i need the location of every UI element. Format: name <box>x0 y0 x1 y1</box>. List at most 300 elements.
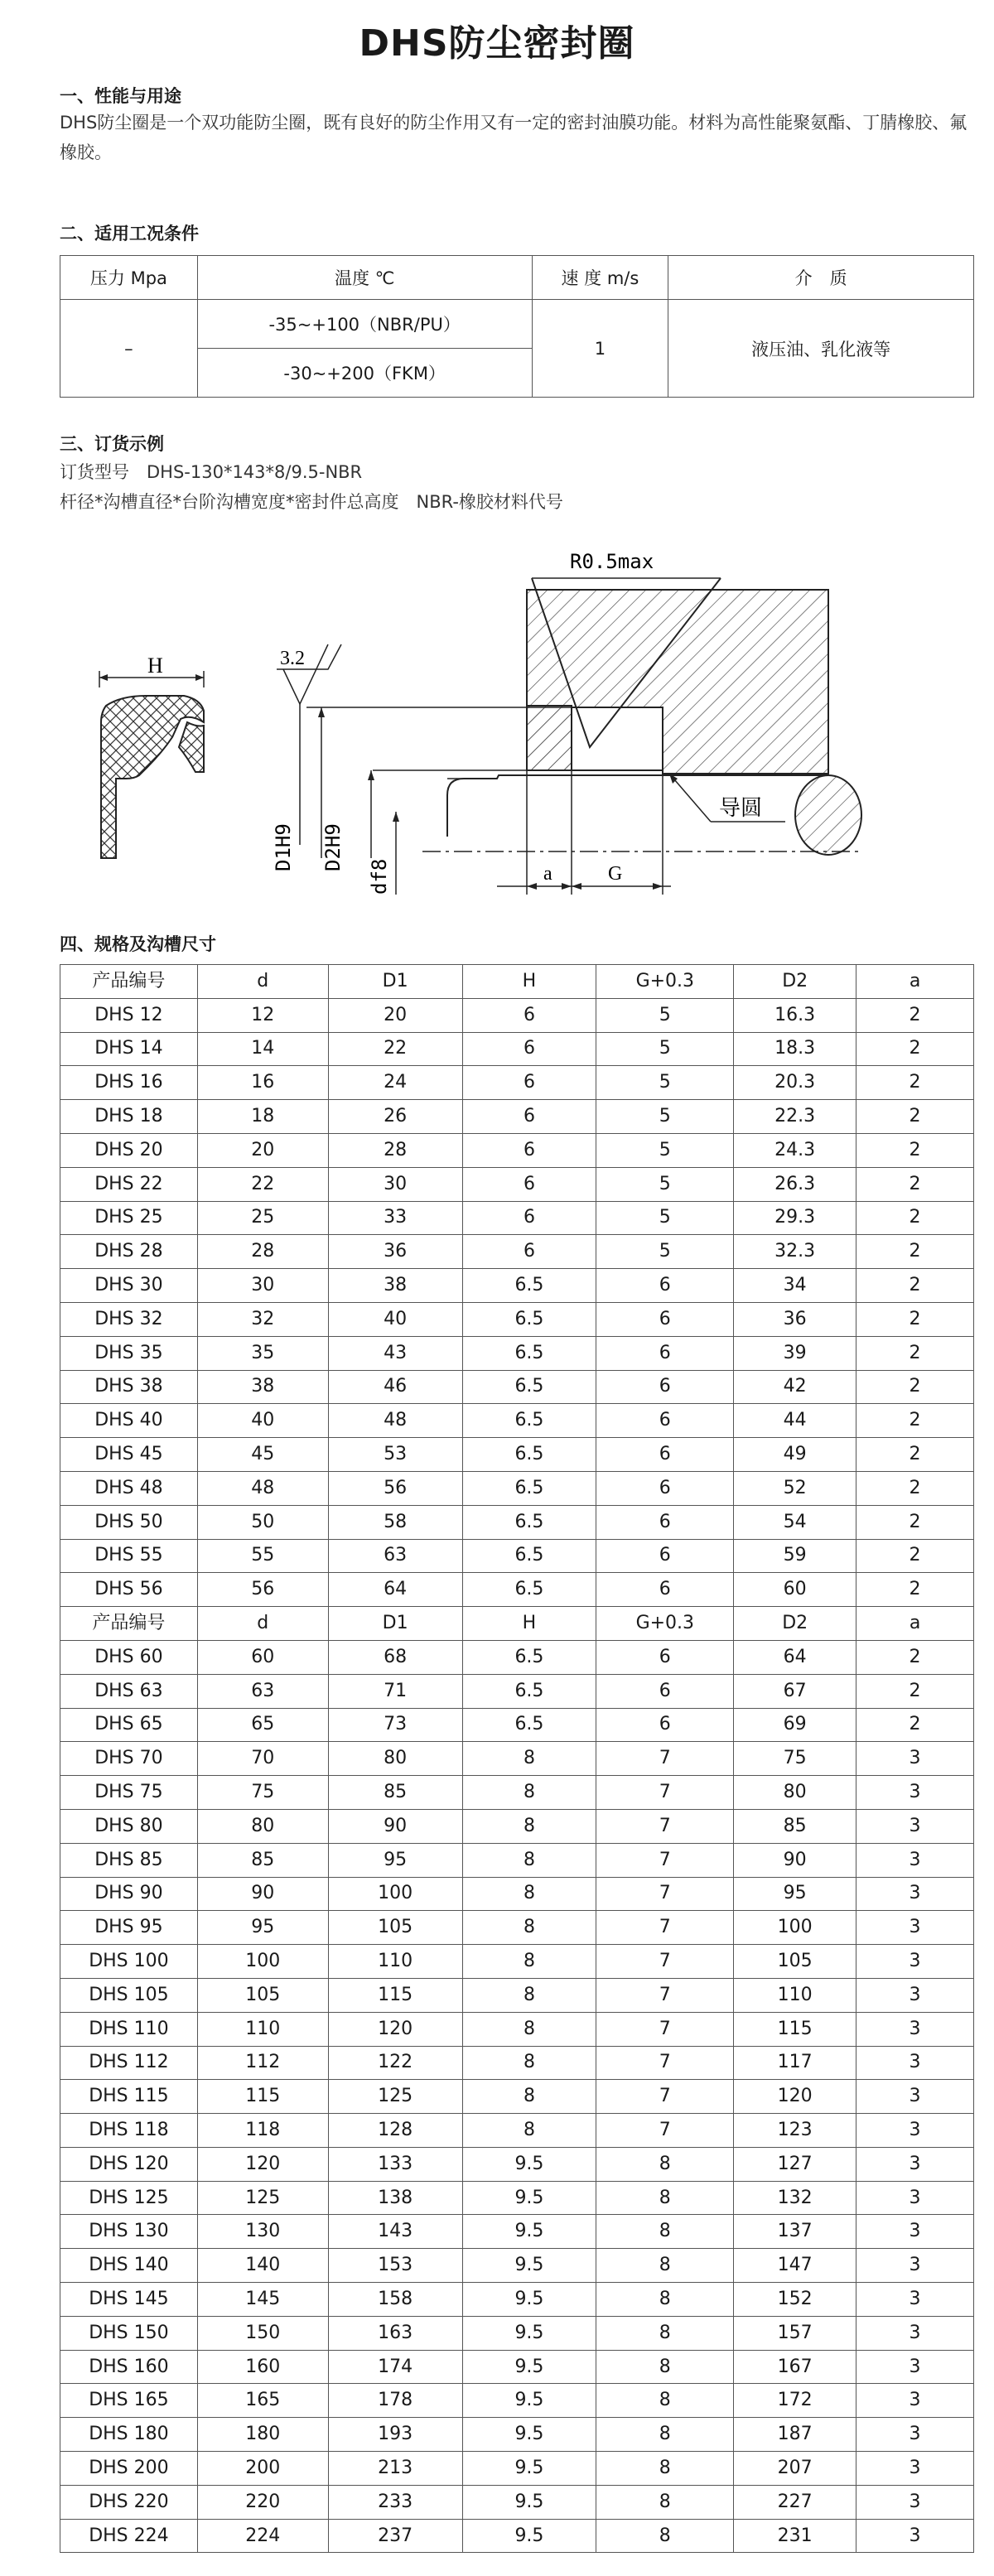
table-row <box>60 998 974 1032</box>
g-cell: 5 <box>596 1235 734 1269</box>
d-cell: 180 <box>197 2418 328 2452</box>
a-cell: 3 <box>856 2249 974 2283</box>
d1-cell: 71 <box>328 1674 462 1708</box>
d2-cell: 20.3 <box>734 1066 856 1100</box>
d-cell: 95 <box>197 1911 328 1945</box>
d2-cell: 67 <box>734 1674 856 1708</box>
label-r-max: R0.5max <box>570 550 654 573</box>
product-code-cell: DHS 55 <box>60 1539 198 1573</box>
d2-cell: 85 <box>734 1809 856 1843</box>
h-cell: 9.5 <box>462 2485 596 2519</box>
g-cell: 8 <box>596 2316 734 2350</box>
d-cell: 112 <box>197 2046 328 2080</box>
d2-cell: 69 <box>734 1708 856 1742</box>
product-code-cell: DHS 50 <box>60 1505 198 1539</box>
d-cell: 12 <box>197 998 328 1032</box>
table-row <box>60 1370 974 1404</box>
a-cell: 2 <box>856 1100 974 1134</box>
product-code-cell: DHS 75 <box>60 1776 198 1810</box>
product-code-cell: DHS 110 <box>60 2012 198 2046</box>
d1-cell: 36 <box>328 1235 462 1269</box>
h-cell: 9.5 <box>462 2147 596 2181</box>
section-heading-order-example: 三、订货示例 <box>60 434 164 454</box>
table-row <box>60 1539 974 1573</box>
h-cell: 6.5 <box>462 1539 596 1573</box>
d2-cell: 22.3 <box>734 1100 856 1134</box>
h-cell: 9.5 <box>462 2418 596 2452</box>
spec-table-body <box>60 965 974 2553</box>
table-row <box>60 2418 974 2452</box>
a-cell: 3 <box>856 1978 974 2012</box>
product-code-cell: DHS 56 <box>60 1573 198 1607</box>
table-row <box>60 1911 974 1945</box>
product-code-cell: DHS 60 <box>60 1640 198 1674</box>
h-cell: 6.5 <box>462 1336 596 1370</box>
seal-cross-section <box>99 654 204 858</box>
table-row <box>60 1843 974 1877</box>
d1-cell: 48 <box>328 1404 462 1438</box>
d-cell: 35 <box>197 1336 328 1370</box>
order-model-explanation: 杆径*沟槽直径*台阶沟槽宽度*密封件总高度 NBR-橡胶材料代号 <box>60 492 563 512</box>
table-row <box>60 2147 974 2181</box>
table-row <box>60 1471 974 1505</box>
d2-cell: 75 <box>734 1742 856 1776</box>
section-heading-performance: 一、性能与用途 <box>60 86 181 106</box>
table-row <box>60 1167 974 1201</box>
d-cell: 55 <box>197 1539 328 1573</box>
d2-cell: 39 <box>734 1336 856 1370</box>
d-cell: 65 <box>197 1708 328 1742</box>
a-cell: 2 <box>856 1505 974 1539</box>
d1-cell: 33 <box>328 1201 462 1235</box>
conditions-header-row <box>60 256 974 300</box>
product-code-cell: DHS 63 <box>60 1674 198 1708</box>
product-code-cell: DHS 95 <box>60 1911 198 1945</box>
h-cell: 9.5 <box>462 2350 596 2384</box>
d2-cell: 16.3 <box>734 998 856 1032</box>
d-cell: 45 <box>197 1438 328 1472</box>
d2-cell: 227 <box>734 2485 856 2519</box>
d1-cell: 26 <box>328 1100 462 1134</box>
a-cell: 2 <box>856 1370 974 1404</box>
d1-cell: 63 <box>328 1539 462 1573</box>
product-code-cell: DHS 118 <box>60 2114 198 2148</box>
d2-cell: 152 <box>734 2283 856 2317</box>
table-row <box>60 1978 974 2012</box>
d2-cell: 29.3 <box>734 1201 856 1235</box>
d2-cell: 123 <box>734 2114 856 2148</box>
product-code-cell: DHS 120 <box>60 2147 198 2181</box>
product-code-cell: DHS 90 <box>60 1877 198 1911</box>
guide-chamfer-callout <box>669 774 785 822</box>
table-row <box>60 1032 974 1066</box>
a-cell: 3 <box>856 1911 974 1945</box>
header-medium: 介 质 <box>668 256 974 300</box>
g-cell: 8 <box>596 2350 734 2384</box>
header-g: G+0.3 <box>596 965 734 999</box>
table-row <box>60 1235 974 1269</box>
d-cell: 28 <box>197 1235 328 1269</box>
d2-cell: 137 <box>734 2215 856 2249</box>
g-cell: 7 <box>596 1945 734 1979</box>
d2-cell: 36 <box>734 1302 856 1336</box>
table-row <box>60 1607 974 1641</box>
h-cell: 6 <box>462 1167 596 1201</box>
a-cell: 3 <box>856 2215 974 2249</box>
a-cell: 2 <box>856 1573 974 1607</box>
product-code-cell: DHS 65 <box>60 1708 198 1742</box>
temperature-fkm: -30~+200（FKM） <box>197 349 532 398</box>
table-row <box>60 1336 974 1370</box>
d2-cell: 90 <box>734 1843 856 1877</box>
d1-cell: 64 <box>328 1573 462 1607</box>
h-cell: 6.5 <box>462 1708 596 1742</box>
product-code-cell: DHS 140 <box>60 2249 198 2283</box>
h-cell: 6 <box>462 1100 596 1134</box>
h-cell: 8 <box>462 1742 596 1776</box>
product-code-cell: DHS 130 <box>60 2215 198 2249</box>
product-code-cell: DHS 200 <box>60 2452 198 2486</box>
g-cell: 5 <box>596 1066 734 1100</box>
table-row <box>60 2485 974 2519</box>
d-cell: 50 <box>197 1505 328 1539</box>
d1-cell: 43 <box>328 1336 462 1370</box>
product-code-cell: 产品编号 <box>60 1607 198 1641</box>
d2-cell: 100 <box>734 1911 856 1945</box>
g-cell: 7 <box>596 2114 734 2148</box>
a-cell: 2 <box>856 1032 974 1066</box>
product-code-cell: DHS 18 <box>60 1100 198 1134</box>
g-cell: 6 <box>596 1370 734 1404</box>
d1-cell: D1 <box>328 1607 462 1641</box>
d1-cell: 58 <box>328 1505 462 1539</box>
d1-cell: 40 <box>328 1302 462 1336</box>
d-cell: 100 <box>197 1945 328 1979</box>
d-cell: 224 <box>197 2519 328 2553</box>
g-cell: 5 <box>596 1201 734 1235</box>
d2-cell: D2 <box>734 1607 856 1641</box>
g-cell: 7 <box>596 1978 734 2012</box>
d1-cell: 95 <box>328 1843 462 1877</box>
product-code-cell: DHS 125 <box>60 2181 198 2215</box>
table-row <box>60 1404 974 1438</box>
header-a: a <box>856 965 974 999</box>
g-cell: 8 <box>596 2181 734 2215</box>
h-cell: 8 <box>462 1843 596 1877</box>
label-d: df8 <box>368 858 391 895</box>
g-cell: 6 <box>596 1471 734 1505</box>
label-g: G <box>608 863 623 885</box>
g-cell: 8 <box>596 2249 734 2283</box>
d1-cell: 115 <box>328 1978 462 2012</box>
g-cell: 6 <box>596 1539 734 1573</box>
d-cell: 200 <box>197 2452 328 2486</box>
h-cell: 6 <box>462 1032 596 1066</box>
d-cell: 160 <box>197 2350 328 2384</box>
d-cell: 145 <box>197 2283 328 2317</box>
g-cell: 6 <box>596 1505 734 1539</box>
product-code-cell: DHS 22 <box>60 1167 198 1201</box>
d1-cell: 110 <box>328 1945 462 1979</box>
product-code-cell: DHS 30 <box>60 1269 198 1303</box>
d1-cell: 90 <box>328 1809 462 1843</box>
rod <box>422 775 861 855</box>
h-cell: 6 <box>462 1133 596 1167</box>
g-cell: 7 <box>596 1742 734 1776</box>
table-row <box>60 2046 974 2080</box>
table-row <box>60 2215 974 2249</box>
d-cell: 32 <box>197 1302 328 1336</box>
a-cell: 3 <box>856 1742 974 1776</box>
g-cell: 7 <box>596 1776 734 1810</box>
a-cell: 3 <box>856 2147 974 2181</box>
label-roughness: 3.2 <box>280 648 305 669</box>
a-cell: 2 <box>856 1302 974 1336</box>
product-code-cell: DHS 28 <box>60 1235 198 1269</box>
d1-cell: 38 <box>328 1269 462 1303</box>
d1-cell: 28 <box>328 1133 462 1167</box>
product-code-cell: DHS 180 <box>60 2418 198 2452</box>
header-d1: D1 <box>328 965 462 999</box>
product-code-cell: DHS 48 <box>60 1471 198 1505</box>
table-row <box>60 1708 974 1742</box>
d1-cell: 178 <box>328 2384 462 2418</box>
g-cell: 6 <box>596 1302 734 1336</box>
d-cell: 30 <box>197 1269 328 1303</box>
a-cell: 2 <box>856 1201 974 1235</box>
a-cell: 3 <box>856 1945 974 1979</box>
d2-cell: 49 <box>734 1438 856 1472</box>
d-cell: 150 <box>197 2316 328 2350</box>
table-row <box>60 1640 974 1674</box>
d-cell: 120 <box>197 2147 328 2181</box>
g-cell: 6 <box>596 1269 734 1303</box>
h-cell: 9.5 <box>462 2215 596 2249</box>
h-cell: 6 <box>462 1201 596 1235</box>
a-cell: 2 <box>856 1167 974 1201</box>
h-cell: 9.5 <box>462 2181 596 2215</box>
pressure-value: – <box>60 300 198 398</box>
g-cell: 8 <box>596 2519 734 2553</box>
g-cell: 5 <box>596 1032 734 1066</box>
d1-cell: 213 <box>328 2452 462 2486</box>
header-h: H <box>462 965 596 999</box>
g-cell: 6 <box>596 1674 734 1708</box>
header-speed: 速 度 m/s <box>532 256 668 300</box>
label-a: a <box>543 863 552 885</box>
h-cell: 6.5 <box>462 1640 596 1674</box>
table-row <box>60 1809 974 1843</box>
label-d2: D2H9 <box>321 823 345 871</box>
d1-cell: 122 <box>328 2046 462 2080</box>
a-cell: 2 <box>856 1471 974 1505</box>
d-cell: 110 <box>197 2012 328 2046</box>
g-cell: 6 <box>596 1438 734 1472</box>
h-cell: 9.5 <box>462 2283 596 2317</box>
table-row <box>60 2181 974 2215</box>
product-code-cell: DHS 150 <box>60 2316 198 2350</box>
a-cell: 3 <box>856 1776 974 1810</box>
d-cell: 40 <box>197 1404 328 1438</box>
d-cell: 118 <box>197 2114 328 2148</box>
d1-cell: 73 <box>328 1708 462 1742</box>
d-cell: 18 <box>197 1100 328 1134</box>
a-cell: 2 <box>856 1539 974 1573</box>
d2-cell: 44 <box>734 1404 856 1438</box>
a-cell: 3 <box>856 2283 974 2317</box>
d1-cell: 125 <box>328 2080 462 2114</box>
a-cell: 2 <box>856 1708 974 1742</box>
g-cell: 6 <box>596 1640 734 1674</box>
conditions-row <box>60 300 974 349</box>
d2-cell: 80 <box>734 1776 856 1810</box>
g-cell: 6 <box>596 1573 734 1607</box>
d1-cell: 22 <box>328 1032 462 1066</box>
d1-cell: 30 <box>328 1167 462 1201</box>
d1-cell: 193 <box>328 2418 462 2452</box>
product-code-cell: DHS 105 <box>60 1978 198 2012</box>
g-cell: 7 <box>596 1911 734 1945</box>
d2-cell: 120 <box>734 2080 856 2114</box>
h-cell: 8 <box>462 1776 596 1810</box>
table-row <box>60 1505 974 1539</box>
table-row <box>60 2080 974 2114</box>
d-cell: 14 <box>197 1032 328 1066</box>
product-code-cell: DHS 112 <box>60 2046 198 2080</box>
a-cell: 3 <box>856 2519 974 2553</box>
order-model: 订货型号 DHS-130*143*8/9.5-NBR <box>60 462 363 482</box>
table-row <box>60 1100 974 1134</box>
h-cell: 6.5 <box>462 1438 596 1472</box>
h-cell: 8 <box>462 2114 596 2148</box>
d2-cell: 117 <box>734 2046 856 2080</box>
d2-cell: 127 <box>734 2147 856 2181</box>
d2-cell: 231 <box>734 2519 856 2553</box>
h-cell: 6.5 <box>462 1674 596 1708</box>
g-cell: 7 <box>596 2080 734 2114</box>
a-cell: 3 <box>856 2316 974 2350</box>
product-code-cell: DHS 12 <box>60 998 198 1032</box>
a-cell: 3 <box>856 2080 974 2114</box>
table-row <box>60 1776 974 1810</box>
d2-cell: 95 <box>734 1877 856 1911</box>
housing <box>527 590 828 774</box>
g-cell: 6 <box>596 1336 734 1370</box>
h-cell: 6.5 <box>462 1505 596 1539</box>
d2-cell: 172 <box>734 2384 856 2418</box>
a-cell: 3 <box>856 2485 974 2519</box>
d2-cell: 52 <box>734 1471 856 1505</box>
d-cell: 130 <box>197 2215 328 2249</box>
h-cell: H <box>462 1607 596 1641</box>
g-cell: 5 <box>596 998 734 1032</box>
d-cell: 115 <box>197 2080 328 2114</box>
d2-cell: 115 <box>734 2012 856 2046</box>
product-code-cell: DHS 80 <box>60 1809 198 1843</box>
a-cell: 2 <box>856 1336 974 1370</box>
d-cell: 140 <box>197 2249 328 2283</box>
d1-cell: 68 <box>328 1640 462 1674</box>
g-cell: 7 <box>596 2012 734 2046</box>
d1-cell: 143 <box>328 2215 462 2249</box>
product-code-cell: DHS 220 <box>60 2485 198 2519</box>
header-pressure: 压力 Mpa <box>60 256 198 300</box>
a-cell: 2 <box>856 1674 974 1708</box>
table-row <box>60 2384 974 2418</box>
d-cell: 105 <box>197 1978 328 2012</box>
h-cell: 8 <box>462 2080 596 2114</box>
header-temperature: 温度 ℃ <box>197 256 532 300</box>
h-cell: 6 <box>462 998 596 1032</box>
a-cell: 2 <box>856 1404 974 1438</box>
d-cell: 63 <box>197 1674 328 1708</box>
h-cell: 6 <box>462 1235 596 1269</box>
a-cell: 3 <box>856 1877 974 1911</box>
d2-cell: 26.3 <box>734 1167 856 1201</box>
product-code-cell: DHS 45 <box>60 1438 198 1472</box>
table-row <box>60 1674 974 1708</box>
d1-cell: 153 <box>328 2249 462 2283</box>
medium-value: 液压油、乳化液等 <box>668 300 974 398</box>
a-cell: 3 <box>856 2452 974 2486</box>
d-cell: 75 <box>197 1776 328 1810</box>
d1-cell: 53 <box>328 1438 462 1472</box>
label-h: H <box>147 654 163 678</box>
spec-table <box>60 964 974 2553</box>
header-d: d <box>197 965 328 999</box>
product-code-cell: DHS 85 <box>60 1843 198 1877</box>
table-row <box>60 1742 974 1776</box>
table-row <box>60 1877 974 1911</box>
product-code-cell: DHS 20 <box>60 1133 198 1167</box>
d-cell: 48 <box>197 1471 328 1505</box>
a-cell: 2 <box>856 1066 974 1100</box>
a-cell: 2 <box>856 998 974 1032</box>
section-heading-conditions: 二、适用工况条件 <box>60 224 199 244</box>
d2-cell: 187 <box>734 2418 856 2452</box>
header-product-code: 产品编号 <box>60 965 198 999</box>
g-cell: 6 <box>596 1404 734 1438</box>
d1-cell: 85 <box>328 1776 462 1810</box>
d2-cell: 59 <box>734 1539 856 1573</box>
table-row <box>60 2452 974 2486</box>
d2-cell: 60 <box>734 1573 856 1607</box>
product-code-cell: DHS 70 <box>60 1742 198 1776</box>
product-code-cell: DHS 165 <box>60 2384 198 2418</box>
label-guide-chamfer: 导圆 <box>719 796 763 821</box>
table-row <box>60 2350 974 2384</box>
h-cell: 9.5 <box>462 2316 596 2350</box>
d-cell: 56 <box>197 1573 328 1607</box>
d-cell: 25 <box>197 1201 328 1235</box>
product-code-cell: DHS 32 <box>60 1302 198 1336</box>
h-cell: 8 <box>462 2046 596 2080</box>
g-cell: 5 <box>596 1133 734 1167</box>
header-d2: D2 <box>734 965 856 999</box>
a-cell: 3 <box>856 1843 974 1877</box>
a-cell: 3 <box>856 2384 974 2418</box>
a-cell: 3 <box>856 2012 974 2046</box>
d1-cell: 80 <box>328 1742 462 1776</box>
d2-cell: 24.3 <box>734 1133 856 1167</box>
g-cell: 7 <box>596 1877 734 1911</box>
table-row <box>60 1945 974 1979</box>
roughness-symbol <box>277 644 341 845</box>
product-code-cell: DHS 25 <box>60 1201 198 1235</box>
d1-cell: 46 <box>328 1370 462 1404</box>
table-row <box>60 1201 974 1235</box>
product-code-cell: DHS 14 <box>60 1032 198 1066</box>
